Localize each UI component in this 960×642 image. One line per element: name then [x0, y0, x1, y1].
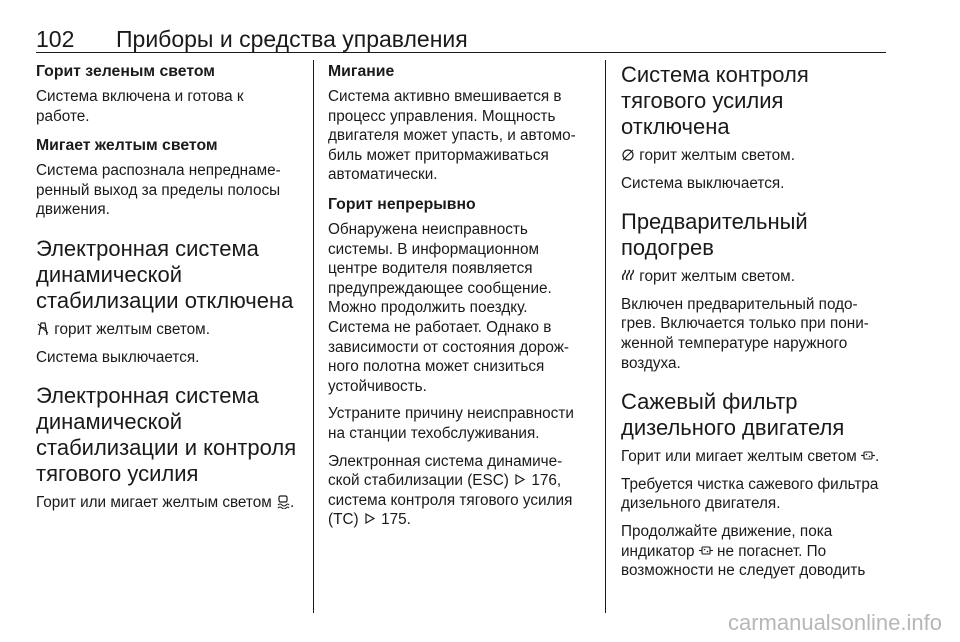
diesel-particle-filter-icon [861, 448, 875, 463]
section-title: Предварительный подогрев [621, 209, 808, 261]
section-heading: Мигает желтым светом [36, 137, 218, 155]
tc-off-icon [621, 147, 635, 162]
paragraph: Система активно вмешивается в процесс управления. Мощность двигателя может упасть, и автомо-биль может притормаживаться автоматически. [328, 88, 576, 184]
paragraph: горит желтым светом. [621, 146, 889, 166]
paragraph: Обнаружена неисправность системы. В информационном центре водителя появляется предупреждающее сообщение. Можно продолжить поездку. Система не работает. Однако в зависимости от состояния дорож-ного полотна может снизиться устойчивость. [328, 220, 570, 395]
page-title: Приборы и средства управления [116, 26, 468, 52]
section-title: Система контроля тягового усилия отключена [621, 62, 809, 139]
watermark: carmanualsonline.info [727, 610, 942, 635]
esc-off-icon [36, 321, 50, 336]
page-reference-arrow-icon [513, 472, 527, 487]
paragraph: Горит или мигает желтым светом . [36, 494, 295, 512]
section-heading: Горит зеленым светом [36, 63, 215, 80]
paragraph: Продолжайте движение, пока индикатор не погаснет. По возможности не следует доводить [621, 522, 866, 580]
page-reference-arrow-icon [363, 511, 377, 526]
paragraph: Система выключается. [621, 174, 785, 192]
paragraph: Устраните причину неисправности на станции техобслуживания. [328, 405, 574, 442]
paragraph: Требуется чистка сажевого фильтра дизельного двигателя. [621, 475, 879, 513]
page-number: 102 [36, 26, 75, 52]
header-divider [36, 52, 886, 53]
preheat-coil-icon [621, 268, 635, 283]
section-heading: Мигание [328, 63, 395, 80]
section-title: Электронная система динамической стабилизации отключена [36, 235, 294, 313]
paragraph: горит желтым светом. [621, 267, 889, 287]
diesel-particle-filter-icon [699, 543, 713, 558]
esc-icon [276, 494, 290, 509]
section-title: Сажевый фильтр дизельного двигателя [621, 389, 845, 441]
page-header [36, 26, 886, 54]
column-divider [605, 60, 606, 613]
column-3 [621, 62, 889, 581]
column-divider [313, 60, 314, 613]
column-1 [36, 62, 298, 513]
paragraph: Горит или мигает желтым светом . [621, 448, 880, 466]
section-heading: Горит непрерывно [328, 195, 476, 213]
paragraph: Система выключается. [36, 348, 200, 366]
paragraph: Включен предварительный подо-грев. Включается только при пони-женной температуре наружного воздуха. [621, 295, 869, 372]
paragraph: Система распознала непреднаме-ренный выход за пределы полосы движения. [36, 162, 281, 219]
paragraph: Электронная система динамиче-ской стабилизации (ESC) 176, система контроля тягового усилия (TC) 175. [328, 452, 573, 529]
section-title: Электронная система динамической стабилизации и контроля тягового усилия [36, 383, 297, 487]
column-2 [328, 62, 592, 530]
paragraph: Система включена и готова к работе. [36, 88, 244, 125]
paragraph: горит желтым светом. [36, 320, 298, 340]
